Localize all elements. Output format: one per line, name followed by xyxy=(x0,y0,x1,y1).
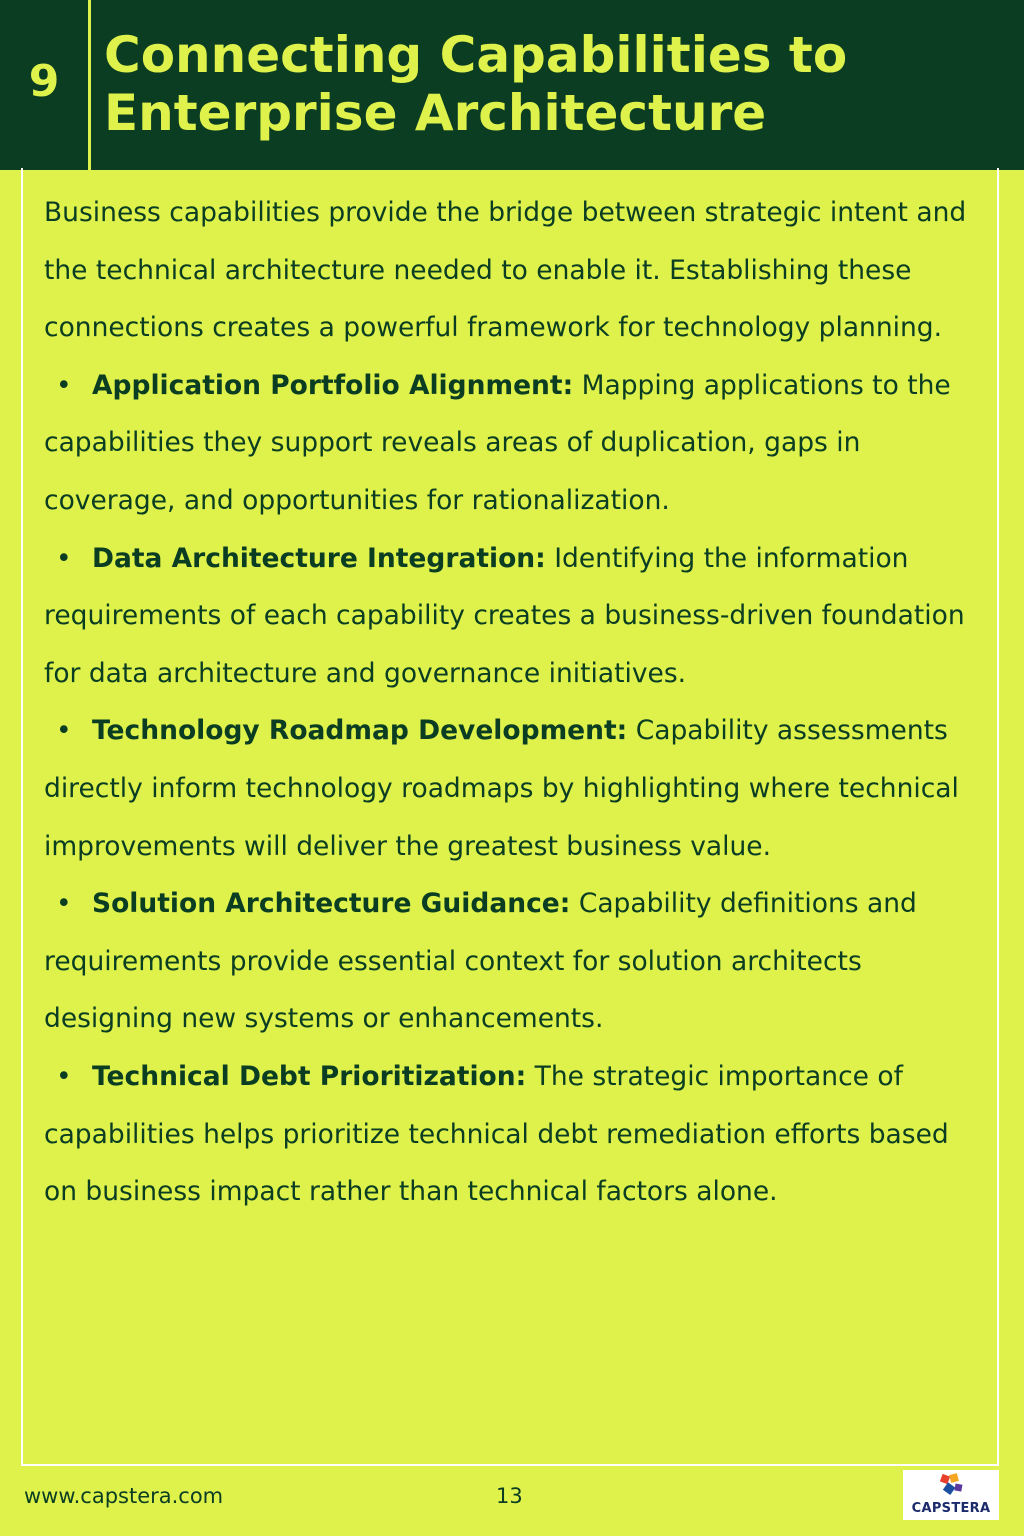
bullet-marker: • xyxy=(56,888,72,920)
bullet-text: Identifying the information requirements of each capability creates a business-driven foundation for data architecture and governance initiatives. xyxy=(44,542,965,689)
bullet-list xyxy=(44,357,984,1221)
bullet-item xyxy=(44,875,984,1048)
bullet-text: Mapping applications to the capabilities they support reveals areas of duplication, gaps in coverage, and opportunities for rationalization. xyxy=(44,369,951,516)
logo-mark-icon xyxy=(929,1473,973,1499)
section-number: 9 xyxy=(28,55,60,107)
page-number: 13 xyxy=(496,1484,523,1508)
bullet-term: Technical Debt Prioritization: xyxy=(92,1060,527,1092)
bullet-item xyxy=(44,357,984,530)
bullet-text: The strategic importance of capabilities helps prioritize technical debt remediation efforts based on business impact rather than technical factors alone. xyxy=(44,1060,949,1208)
page-title-line-2: Enterprise Architecture xyxy=(104,84,767,142)
bullet-text: Capability assessments directly inform technology roadmaps by highlighting where technical improvements will deliver the greatest business value. xyxy=(44,715,959,862)
bullet-marker: • xyxy=(56,1060,72,1092)
bullet-text: Capability definitions and requirements provide essential context for solution architects designing new systems or enhancements. xyxy=(44,888,917,1035)
intro-paragraph: Business capabilities provide the bridge between strategic intent and the technical architecture needed to enable it. Establishing these connections creates a powerful framework for technology planning. xyxy=(44,197,967,344)
header-divider xyxy=(88,0,91,170)
page-title xyxy=(104,26,1004,142)
bullet-item xyxy=(44,530,984,703)
bullet-item xyxy=(44,702,984,875)
bullet-marker: • xyxy=(56,715,72,747)
bullet-term: Solution Architecture Guidance: xyxy=(92,888,571,920)
bullet-item xyxy=(44,1048,984,1221)
page-title-line-1: Connecting Capabilities to xyxy=(104,26,848,84)
page-header xyxy=(0,0,1024,170)
capstera-logo xyxy=(903,1470,999,1520)
logo-text: CAPSTERA xyxy=(911,1501,991,1516)
bullet-term: Application Portfolio Alignment: xyxy=(92,369,574,401)
bullet-term: Data Architecture Integration: xyxy=(92,542,546,574)
bullet-marker: • xyxy=(56,369,72,401)
content-body xyxy=(44,184,984,1221)
bullet-marker: • xyxy=(56,542,72,574)
footer-website-link[interactable]: www.capstera.com xyxy=(24,1484,224,1508)
bullet-term: Technology Roadmap Development: xyxy=(92,715,628,747)
